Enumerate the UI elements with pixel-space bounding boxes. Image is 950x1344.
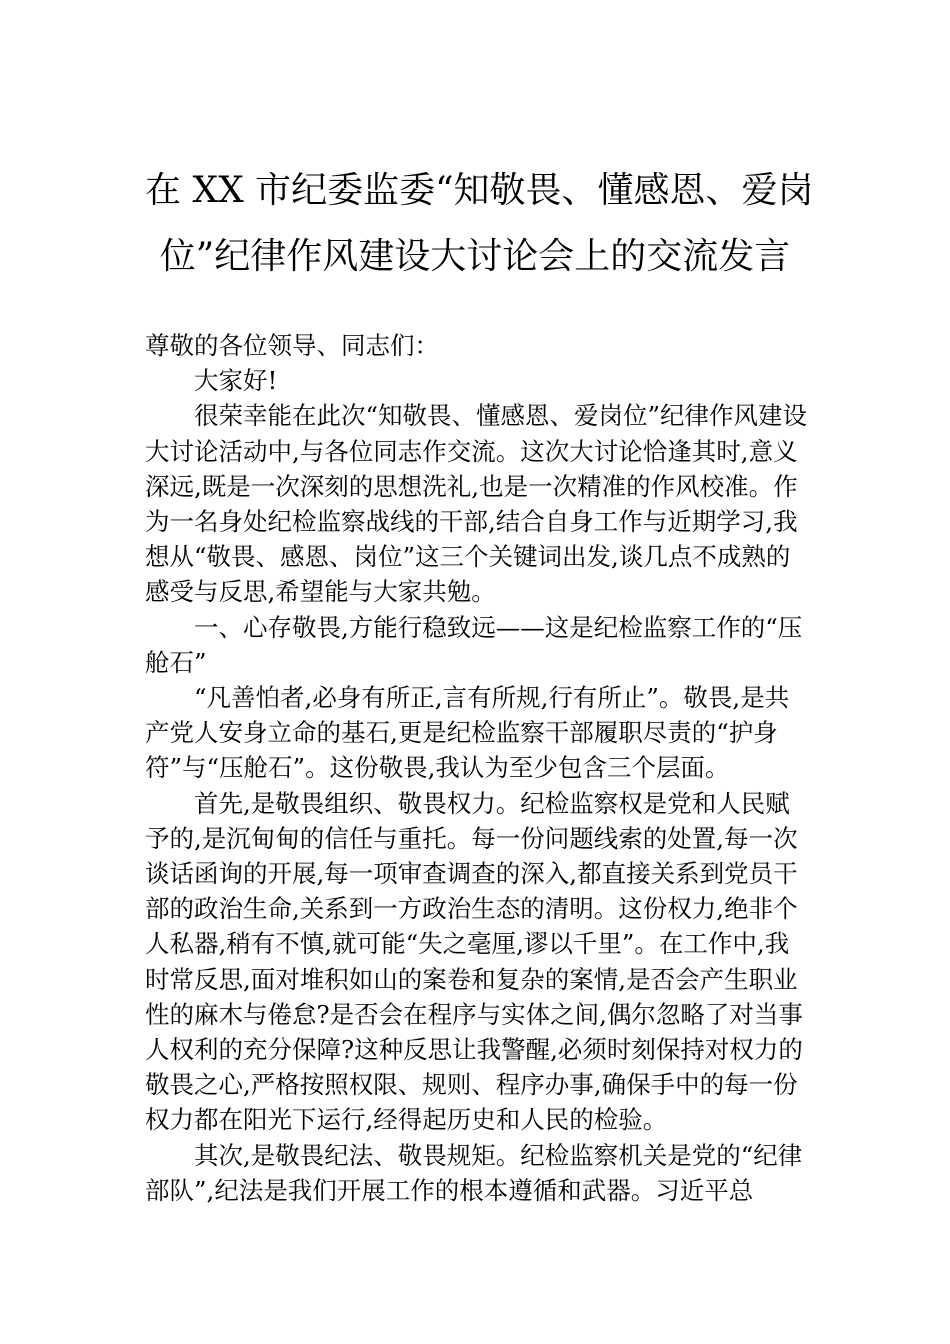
paragraph-first-point: 首先,是敬畏组织、敬畏权力。纪检监察权是党和人民赋予的,是沉甸甸的信任与重托。每一份问题线索的处置,每一次谈话函询的开展,每一项审查调查的深入,都直接关系到党员干部的政治生命,关系到一方政治生态的清明。这份权力,绝非个人私器,稍有不慎,就可能“失之毫厘,谬以千里”。在工作中,我时常反思,面对堆积如山的案卷和复杂的案情,是否会产生职业性的麻木与倦怠?是否会在程序与实体之间,偶尔忽略了对当事人权利的充分保障?这种反思让我警醒,必须时刻保持对权力的敬畏之心,严格按照权限、规则、程序办事,确保手中的每一份权力都在阳光下运行,经得起历史和人民的检验。 [145, 788, 803, 1135]
paragraph-intro: 很荣幸能在此次“知敬畏、懂感恩、爱岗位”纪律作风建设大讨论活动中,与各位同志作交流。这次大讨论恰逢其时,意义深远,既是一次深刻的思想洗礼,也是一次精准的作风校准。作为一名身处纪检监察战线的干部,结合自身工作与近期学习,我想从“敬畏、感恩、岗位”这三个关键词出发,谈几点不成熟的感受与反思,希望能与大家共勉。 [145, 401, 808, 607]
greeting: 大家好! [194, 366, 278, 396]
title-line-2: 位”纪律作风建设大讨论会上的交流发言 [159, 236, 791, 277]
salutation: 尊敬的各位领导、同志们： [145, 331, 439, 360]
title-line-1: 在 XX 市纪委监委“知敬畏、懂感恩、爱岗 [145, 170, 814, 211]
paragraph-second-point: 其次,是敬畏纪法、敬畏规矩。纪检监察机关是党的“纪律部队”,纪法是我们开展工作的根本遵循和武器。习近平总 [145, 1140, 803, 1205]
paragraph-quote: “凡善怕者,必身有所正,言有所规,行有所止”。敬畏,是共产党人安身立命的基石,更是纪检监察干部履职尽责的“护身符”与“压舱石”。这份敬畏,我认为至少包含三个层面。 [145, 683, 790, 783]
document-title [145, 158, 814, 290]
section-heading-1: 一、心存敬畏,方能行稳致远——这是纪检监察工作的“压舱石” [145, 612, 803, 677]
document-body [145, 328, 810, 1208]
